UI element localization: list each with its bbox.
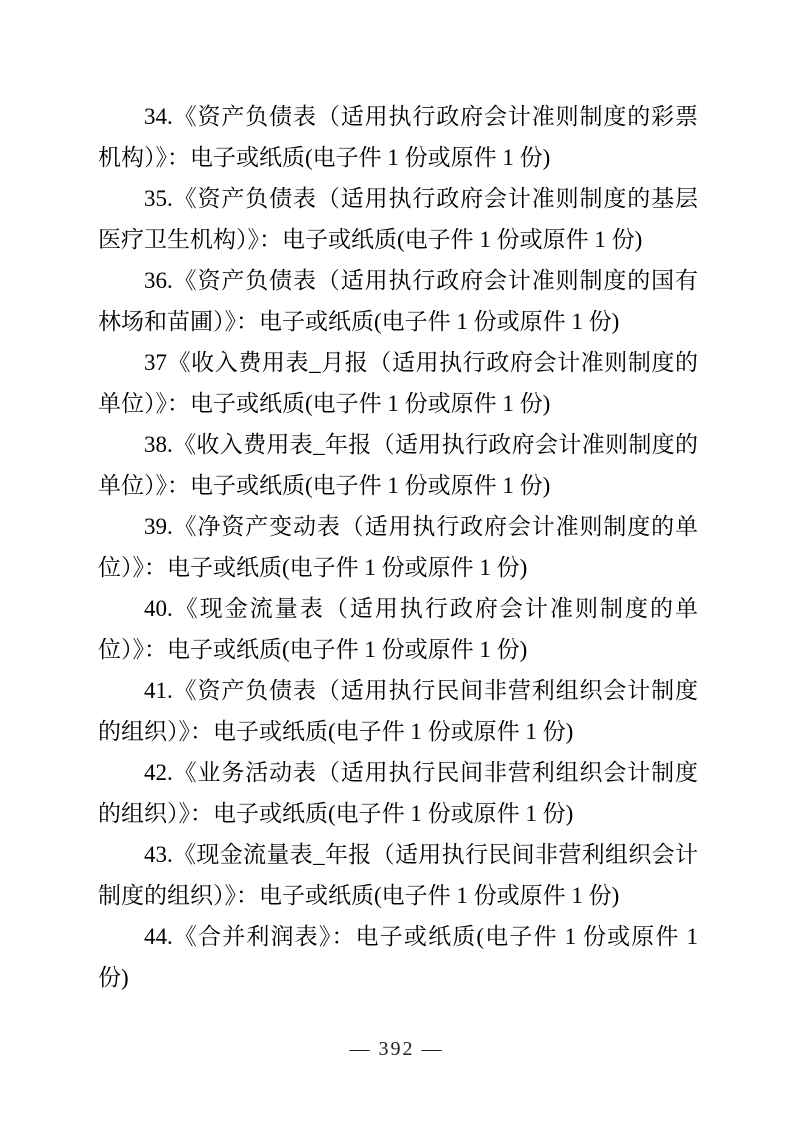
list-item-44: 44.《合并利润表》：电子或纸质(电子件 1 份或原件 1 份) [98, 924, 698, 990]
document-body [98, 96, 698, 998]
list-item-37: 37《收入费用表_月报（适用执行政府会计准则制度的单位）》：电子或纸质(电子件 1 份或原件 1 份) [98, 350, 698, 416]
list-item-43: 43.《现金流量表_年报（适用执行民间非营利组织会计制度的组织）》：电子或纸质(电子件 1 份或原件 1 份) [98, 842, 698, 908]
list-item-36: 36.《资产负债表（适用执行政府会计准则制度的国有林场和苗圃）》：电子或纸质(电子件 1 份或原件 1 份) [98, 268, 698, 334]
list-item-41: 41.《资产负债表（适用执行民间非营利组织会计制度的组织）》：电子或纸质(电子件 1 份或原件 1 份) [98, 678, 698, 744]
list-item-35: 35.《资产负债表（适用执行政府会计准则制度的基层医疗卫生机构）》：电子或纸质(电子件 1 份或原件 1 份) [98, 186, 698, 252]
page-number: — 392 — [349, 1038, 444, 1060]
list-item-39: 39.《净资产变动表（适用执行政府会计准则制度的单位）》：电子或纸质(电子件 1 份或原件 1 份) [98, 514, 698, 580]
list-item-42: 42.《业务活动表（适用执行民间非营利组织会计制度的组织）》：电子或纸质(电子件 1 份或原件 1 份) [98, 760, 698, 826]
list-item-40: 40.《现金流量表（适用执行政府会计准则制度的单位）》：电子或纸质(电子件 1 份或原件 1 份) [98, 596, 698, 662]
list-item-34: 34.《资产负债表（适用执行政府会计准则制度的彩票机构）》：电子或纸质(电子件 1 份或原件 1 份) [98, 104, 698, 170]
list-item-38: 38.《收入费用表_年报（适用执行政府会计准则制度的单位）》：电子或纸质(电子件 1 份或原件 1 份) [98, 432, 698, 498]
